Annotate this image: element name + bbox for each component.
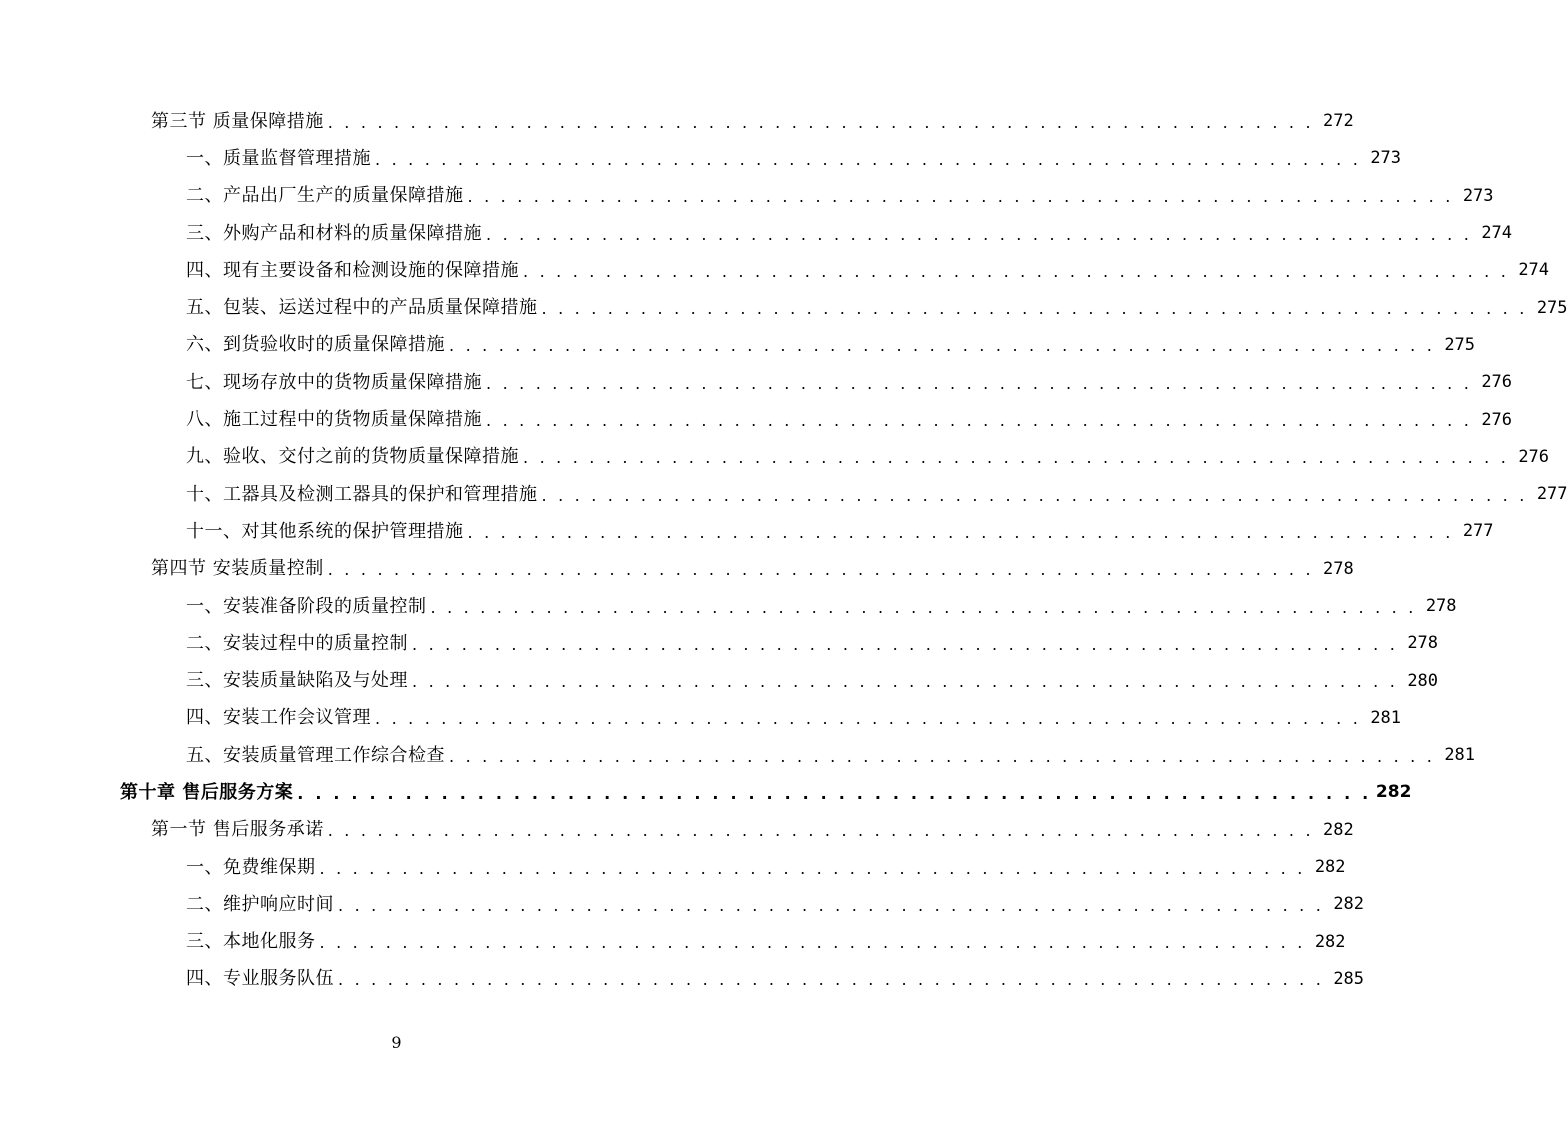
toc-entry-title: 二、安装过程中的质量控制 [186,632,408,654]
toc-entry-page: 282 [1323,819,1354,840]
toc-entry-title: 十一、对其他系统的保护管理措施 [186,520,464,542]
toc-entry-title: 一、免费维保期 [186,856,316,878]
toc-entry-page: 278 [1407,633,1439,654]
toc-entry-title: 三、外购产品和材料的质量保障措施 [186,222,482,244]
toc-dot-leader: . . . . . . . . . . . . . . . . . . . . . . . . . . . . . . . . . . . . . . . . . . . . . . . . . . . . . . . . . . . . [412,634,1399,654]
toc-entry-title: 三、本地化服务 [186,931,316,953]
toc-entry-page: 282 [1333,894,1365,915]
toc-dot-leader: . . . . . . . . . . . . . . . . . . . . . . . . . . . . . . . . . . . . . . . . . . . . . . . . . . . . . . . . . . . . [486,224,1473,244]
toc-subsection-entry[interactable] [0,513,1494,550]
toc-subsection-entry[interactable] [0,215,1513,252]
toc-entry-title: 四、安装工作会议管理 [186,707,371,729]
toc-dot-leader: . . . . . . . . . . . . . . . . . . . . . . . . . . . . . . . . . . . . . . . . . . . . . . . . . . . . . . . . . . . . [327,821,1314,841]
toc-dot-leader: . . . . . . . . . . . . . . . . . . . . . . . . . . . . . . . . . . . . . . . . . . . . . . . . . . . . . . . . . . . . [523,448,1510,468]
toc-entry-title: 二、维护响应时间 [186,893,334,915]
toc-dot-leader: . . . . . . . . . . . . . . . . . . . . . . . . . . . . . . . . . . . . . . . . . . . . . . . . . . . . . . . . . . . . [467,522,1454,542]
page-number: 9 [391,1033,402,1052]
table-of-contents [0,103,1568,998]
toc-dot-leader: . . . . . . . . . . . . . . . . . . . . . . . . . . . . . . . . . . . . . . . . . . . . . . . . . . . . . . . . . . . . [412,672,1399,692]
toc-entry-title: 一、安装准备阶段的质量控制 [186,595,427,617]
toc-subsection-entry[interactable] [0,924,1346,961]
toc-dot-leader: . . . . . . . . . . . . . . . . . . . . . . . . . . . . . . . . . . . . . . . . . . . . . . . . . . . . . . . . . . . . [338,895,1325,915]
toc-subsection-entry[interactable] [0,178,1494,215]
toc-entry-title: 五、安装质量管理工作综合检查 [186,744,445,766]
toc-entry-page: 282 [1314,931,1346,952]
toc-entry-title: 六、到货验收时的质量保障措施 [186,334,445,356]
toc-dot-leader: . . . . . . . . . . . . . . . . . . . . . . . . . . . . . . . . . . . . . . . . . . . . . . . . . . . . . . . . . . . . [338,970,1325,990]
toc-subsection-entry[interactable] [0,625,1439,662]
toc-entry-title: 四、专业服务队伍 [186,968,334,990]
toc-subsection-entry[interactable] [0,662,1439,699]
toc-dot-leader: . . . . . . . . . . . . . . . . . . . . . . . . . . . . . . . . . . . . . . . . . . . . . . . . . . . . . . . . . . . . [297,783,1372,803]
toc-dot-leader: . . . . . . . . . . . . . . . . . . . . . . . . . . . . . . . . . . . . . . . . . . . . . . . . . . . . . . . . . . . . [375,709,1362,729]
toc-entry-page: 273 [1370,148,1402,169]
toc-dot-leader: . . . . . . . . . . . . . . . . . . . . . . . . . . . . . . . . . . . . . . . . . . . . . . . . . . . . . . . . . . . . [541,299,1528,319]
toc-entry-page: 280 [1407,670,1439,691]
toc-dot-leader: . . . . . . . . . . . . . . . . . . . . . . . . . . . . . . . . . . . . . . . . . . . . . . . . . . . . . . . . . . . . [327,112,1314,132]
toc-subsection-entry[interactable] [0,140,1402,177]
toc-entry-page: 274 [1481,223,1513,244]
toc-section-entry[interactable] [0,812,1354,849]
toc-dot-leader: . . . . . . . . . . . . . . . . . . . . . . . . . . . . . . . . . . . . . . . . . . . . . . . . . . . . . . . . . . . . [467,187,1454,207]
toc-entry-page: 278 [1323,558,1354,579]
toc-dot-leader: . . . . . . . . . . . . . . . . . . . . . . . . . . . . . . . . . . . . . . . . . . . . . . . . . . . . . . . . . . . . [541,485,1528,505]
toc-dot-leader: . . . . . . . . . . . . . . . . . . . . . . . . . . . . . . . . . . . . . . . . . . . . . . . . . . . . . . . . . . . . [449,746,1436,766]
toc-entry-page: 285 [1333,968,1365,989]
toc-dot-leader: . . . . . . . . . . . . . . . . . . . . . . . . . . . . . . . . . . . . . . . . . . . . . . . . . . . . . . . . . . . . [449,336,1436,356]
toc-entry-title: 四、现有主要设备和检测设施的保障措施 [186,259,519,281]
toc-subsection-entry[interactable] [0,961,1365,998]
toc-dot-leader: . . . . . . . . . . . . . . . . . . . . . . . . . . . . . . . . . . . . . . . . . . . . . . . . . . . . . . . . . . . . [319,858,1306,878]
toc-entry-title: 一、质量监督管理措施 [186,147,371,169]
toc-entry-page: 277 [1536,484,1568,505]
toc-dot-leader: . . . . . . . . . . . . . . . . . . . . . . . . . . . . . . . . . . . . . . . . . . . . . . . . . . . . . . . . . . . . [327,560,1314,580]
toc-entry-page: 272 [1323,111,1354,132]
toc-entry-page: 273 [1462,185,1494,206]
toc-entry-title: 七、现场存放中的货物质量保障措施 [186,371,482,393]
toc-subsection-entry[interactable] [0,252,1550,289]
toc-entry-page: 282 [1314,857,1346,878]
toc-dot-leader: . . . . . . . . . . . . . . . . . . . . . . . . . . . . . . . . . . . . . . . . . . . . . . . . . . . . . . . . . . . . [523,261,1510,281]
toc-subsection-entry[interactable] [0,327,1476,364]
toc-subsection-entry[interactable] [0,849,1346,886]
toc-entry-page: 278 [1425,596,1457,616]
toc-entry-title: 八、施工过程中的货物质量保障措施 [186,409,482,431]
toc-entry-title: 第一节 售后服务承诺 [151,819,324,841]
toc-subsection-entry[interactable] [0,289,1568,326]
toc-entry-page: 282 [1375,782,1412,803]
toc-dot-leader: . . . . . . . . . . . . . . . . . . . . . . . . . . . . . . . . . . . . . . . . . . . . . . . . . . . . . . . . . . . . [486,373,1473,393]
toc-entry-title: 二、产品出厂生产的质量保障措施 [186,185,464,207]
toc-subsection-entry[interactable] [0,737,1476,774]
toc-section-entry[interactable] [0,551,1354,588]
toc-subsection-entry[interactable] [0,439,1550,476]
toc-entry-title: 第十章 售后服务方案 [120,781,294,803]
toc-entry-page: 281 [1444,745,1476,766]
toc-dot-leader: . . . . . . . . . . . . . . . . . . . . . . . . . . . . . . . . . . . . . . . . . . . . . . . . . . . . . . . . . . . . [319,933,1306,953]
toc-entry-page: 275 [1536,297,1568,318]
toc-entry-page: 281 [1370,707,1402,728]
toc-dot-leader: . . . . . . . . . . . . . . . . . . . . . . . . . . . . . . . . . . . . . . . . . . . . . . . . . . . . . . . . . . . . [430,597,1417,617]
toc-entry-page: 275 [1444,334,1476,355]
toc-subsection-entry[interactable] [0,886,1365,923]
toc-entry-page: 276 [1481,372,1513,393]
toc-dot-leader: . . . . . . . . . . . . . . . . . . . . . . . . . . . . . . . . . . . . . . . . . . . . . . . . . . . . . . . . . . . . [486,411,1473,431]
toc-subsection-entry[interactable] [0,588,1457,625]
toc-subsection-entry[interactable] [0,700,1402,737]
toc-subsection-entry[interactable] [0,476,1568,513]
toc-entry-title: 第三节 质量保障措施 [151,110,324,132]
toc-entry-page: 274 [1518,260,1550,281]
toc-dot-leader: . . . . . . . . . . . . . . . . . . . . . . . . . . . . . . . . . . . . . . . . . . . . . . . . . . . . . . . . . . . . [375,149,1362,169]
toc-entry-title: 第四节 安装质量控制 [151,558,324,580]
toc-entry-title: 三、安装质量缺陷及与处理 [186,670,408,692]
toc-entry-page: 277 [1462,521,1494,542]
toc-subsection-entry[interactable] [0,364,1513,401]
toc-entry-page: 276 [1481,409,1513,430]
toc-section-entry[interactable] [0,103,1354,140]
toc-entry-title: 十、工器具及检测工器具的保护和管理措施 [186,483,538,505]
toc-subsection-entry[interactable] [0,401,1513,438]
toc-chapter-entry[interactable] [0,774,1412,811]
toc-entry-title: 九、验收、交付之前的货物质量保障措施 [186,446,519,468]
toc-entry-title: 五、包装、运送过程中的产品质量保障措施 [186,297,538,319]
toc-entry-page: 276 [1518,446,1550,467]
